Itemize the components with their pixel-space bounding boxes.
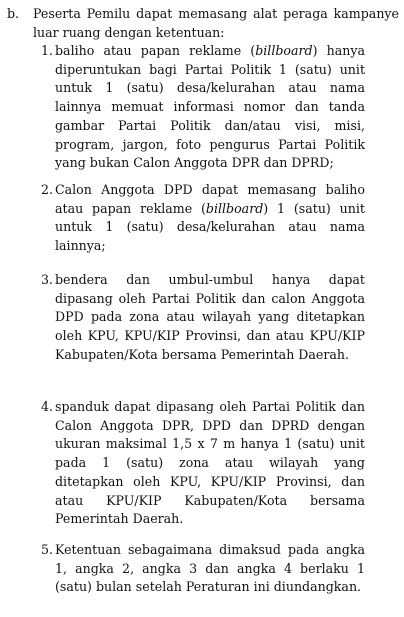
item-text-italic: billboard bbox=[205, 200, 264, 216]
item-text-part: baliho atau papan reklame ( bbox=[55, 43, 256, 58]
item-text bbox=[55, 271, 365, 365]
clause-text: Peserta Pemilu dapat memasang alat peraga kampanye luar ruang dengan ketentuan: bbox=[33, 6, 399, 40]
item-text-part: spanduk dapat dipasang oleh Partai Politik dan Calon Anggota DPR, DPD dan DPRD dengan ukuran maksimal 1,5 x 7 m hanya 1 (satu) unit pada 1 (satu) zona atau wilayah yang ditetapkan oleh KPU, KPU/KIP Provinsi, dan atau KPU/KIP Kabupaten/Kota bersama Pemerintah Daerah. bbox=[55, 399, 365, 527]
item-number: 5. bbox=[40, 542, 53, 557]
item-text-italic: billboard bbox=[255, 43, 313, 58]
item-number: 4. bbox=[40, 399, 53, 414]
item-text-part: bendera dan umbul-umbul hanya dapat dipasang oleh Partai Politik dan calon Anggota DPD pada zona atau wilayah yang ditetapkan oleh KPU, KPU/KIP Provinsi, dan atau KPU/KIP Kabupaten/Kota bersama Pemerintah Daerah. bbox=[55, 272, 365, 362]
clause-b bbox=[7, 4, 399, 42]
item-number: 1. bbox=[40, 43, 53, 58]
item-text-part: ) hanya diperuntukan bagi Partai Politik 1 (satu) unit untuk 1 (satu) desa/kelurahan atau nama lainnya memuat informasi nomor dan tanda gambar Partai Politik dan/atau visi, misi, program, jargon, foto pengurus Partai Politik yang bukan Calon Anggota DPR dan DPRD; bbox=[55, 43, 365, 171]
item-text bbox=[55, 541, 365, 597]
clause-marker: b. bbox=[7, 6, 20, 21]
item-number: 2. bbox=[40, 182, 53, 197]
item-text bbox=[55, 181, 365, 256]
item-text bbox=[55, 398, 365, 529]
item-text-part: Calon Anggota DPD dapat memasang baliho atau papan reklame ( bbox=[55, 182, 365, 216]
item-text bbox=[55, 42, 365, 173]
item-text-part: ) 1 (satu) unit untuk 1 (satu) desa/kelurahan atau nama lainnya; bbox=[55, 200, 365, 254]
item-text-part: Ketentuan sebagaimana dimaksud pada angka 1, angka 2, angka 3 dan angka 4 berlaku 1 (satu) bulan setelah Peraturan ini diundangkan. bbox=[55, 542, 365, 595]
item-number: 3. bbox=[40, 272, 53, 287]
